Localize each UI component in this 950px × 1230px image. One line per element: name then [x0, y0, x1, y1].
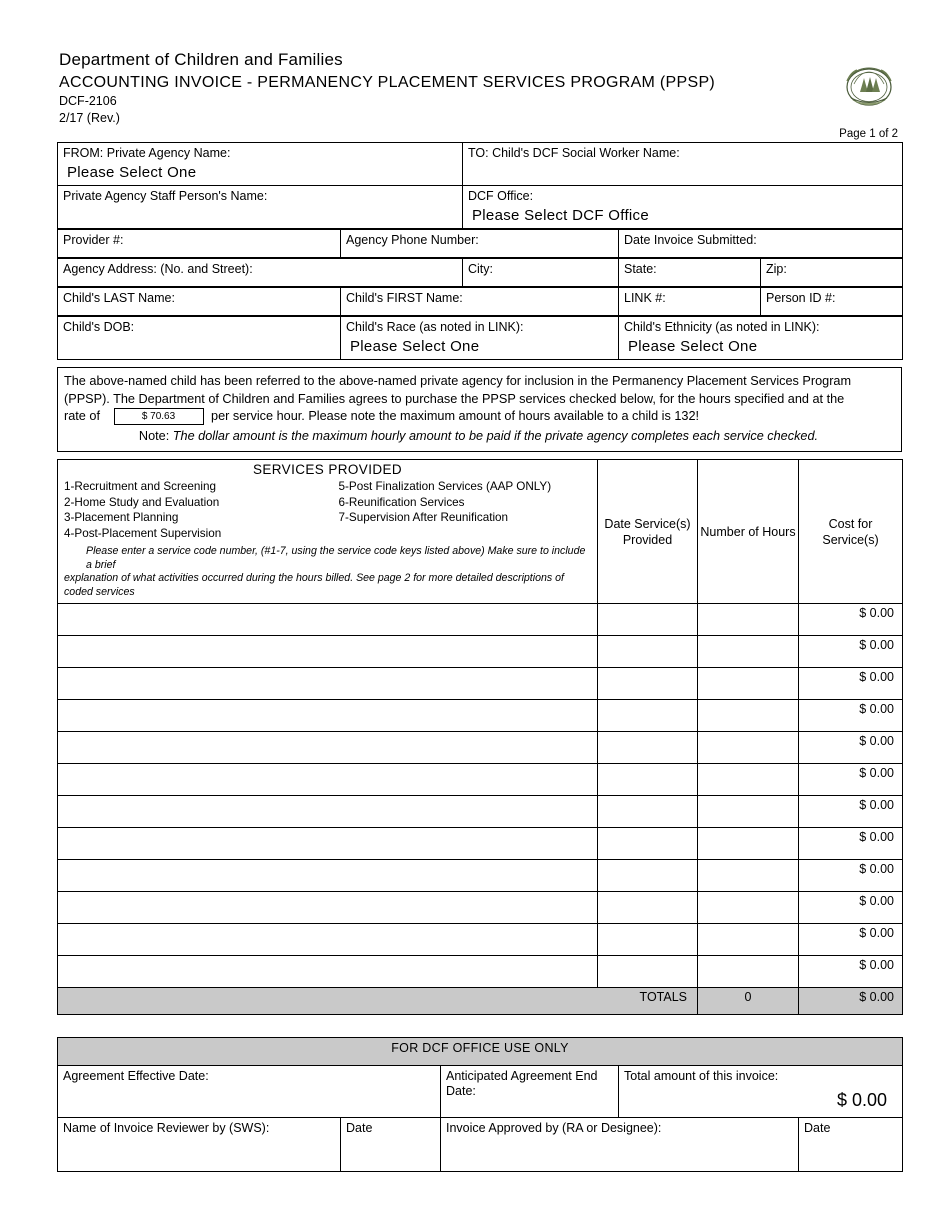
staff-name-label: Private Agency Staff Person's Name: — [63, 189, 268, 203]
child-race-label: Child's Race (as noted in LINK): — [346, 320, 524, 334]
totals-row — [58, 988, 903, 1015]
child-dob-label: Child's DOB: — [63, 320, 135, 334]
agreement-line-3 — [64, 408, 893, 426]
service-hours-input[interactable] — [698, 668, 799, 700]
table-row — [58, 924, 903, 956]
child-ethnicity-label: Child's Ethnicity (as noted in LINK): — [624, 320, 820, 334]
table-row — [58, 317, 903, 360]
agency-address-label: Agency Address: (No. and Street): — [63, 262, 253, 276]
invoice-approver-label: Invoice Approved by (RA or Designee): — [446, 1121, 662, 1135]
services-codes-cell — [58, 460, 598, 604]
spacer — [57, 1015, 900, 1037]
agreement-end-date-cell[interactable] — [441, 1066, 619, 1118]
services-header-row — [58, 460, 903, 604]
service-description-input[interactable] — [58, 796, 598, 828]
note-text: The dollar amount is the maximum hourly amount to be paid if the private agency completes each service checked. — [172, 428, 819, 443]
form-code: DCF-2106 — [59, 94, 117, 108]
department-title: Department of Children and Families — [59, 50, 343, 69]
from-agency-cell[interactable] — [58, 143, 463, 186]
form-revision: 2/17 (Rev.) — [59, 111, 120, 125]
child-first-name-label: Child's FIRST Name: — [346, 291, 463, 305]
service-cost-value: $ 0.00 — [799, 732, 903, 764]
rate-prefix-label: rate of — [64, 409, 100, 423]
dcf-office-table — [57, 1037, 903, 1172]
service-hours-input[interactable] — [698, 732, 799, 764]
table-row — [58, 186, 903, 229]
note-label: Note: — [138, 428, 170, 443]
service-description-input[interactable] — [58, 860, 598, 892]
service-date-input[interactable] — [598, 828, 698, 860]
table-row — [58, 143, 903, 186]
provider-number-cell[interactable] — [58, 230, 341, 258]
totals-cost-value: $ 0.00 — [799, 988, 903, 1015]
service-description-input[interactable] — [58, 636, 598, 668]
person-id-cell[interactable] — [761, 288, 903, 316]
table-row — [58, 828, 903, 860]
service-codes-column-2 — [317, 479, 592, 541]
table-row — [58, 1038, 903, 1066]
service-hours-input[interactable] — [698, 604, 799, 636]
service-code-7: 7-Supervision After Reunification — [338, 511, 509, 524]
person-id-label: Person ID #: — [766, 291, 836, 305]
table-row — [58, 668, 903, 700]
invoice-total-value: $ 0.00 — [836, 1090, 887, 1110]
service-date-input[interactable] — [598, 924, 698, 956]
service-description-input[interactable] — [58, 892, 598, 924]
child-name-table — [57, 287, 903, 316]
table-row — [58, 732, 903, 764]
social-worker-label: TO: Child's DCF Social Worker Name: — [468, 146, 680, 160]
child-race-cell[interactable] — [341, 317, 619, 360]
provider-table — [57, 229, 903, 258]
service-description-input[interactable] — [58, 764, 598, 796]
service-code-4: 4-Post-Placement Supervision — [64, 526, 222, 540]
agreement-line-1: The above-named child has been referred to the above-named private agency for inclusion in the Permanency Placement Services Program — [64, 374, 852, 388]
service-code-6: 6-Reunification Services — [338, 495, 465, 509]
page-title: ACCOUNTING INVOICE - PERMANENCY PLACEMENT SERVICES PROGRAM (PPSP) — [59, 74, 716, 91]
services-instructions-line-1: Please enter a service code number, (#1-7, using the service code keys listed above) Make sure to include a brief — [86, 545, 586, 571]
service-cost-value: $ 0.00 — [799, 668, 903, 700]
services-provided-title: SERVICES PROVIDED — [252, 462, 403, 477]
child-dob-cell[interactable] — [58, 317, 341, 360]
dcf-office-value[interactable]: Please Select DCF Office — [472, 207, 649, 224]
service-date-input[interactable] — [598, 764, 698, 796]
invoice-reviewer-label: Name of Invoice Reviewer by (SWS): — [63, 1121, 270, 1135]
service-cost-value: $ 0.00 — [799, 860, 903, 892]
city-label: City: — [468, 262, 493, 276]
agency-contact-table — [57, 142, 903, 229]
service-cost-value: $ 0.00 — [799, 636, 903, 668]
table-row — [58, 259, 903, 287]
agreement-effective-date-cell[interactable] — [58, 1066, 441, 1118]
date-submitted-cell[interactable] — [619, 230, 903, 258]
table-row — [58, 230, 903, 258]
service-code-keys — [64, 479, 591, 541]
spacer — [57, 360, 900, 367]
services-table — [57, 459, 903, 1015]
service-code-3: 3-Placement Planning — [64, 511, 179, 524]
service-description-input[interactable] — [58, 668, 598, 700]
table-row — [58, 892, 903, 924]
service-codes-column-1 — [64, 479, 317, 541]
service-description-input[interactable] — [58, 700, 598, 732]
reviewer-date-cell[interactable] — [341, 1118, 441, 1172]
service-date-input[interactable] — [598, 700, 698, 732]
dcf-office-label: DCF Office: — [468, 189, 534, 203]
agency-address-cell[interactable] — [58, 259, 463, 287]
table-row — [58, 1118, 903, 1172]
service-hours-input[interactable] — [698, 764, 799, 796]
child-ethnicity-value[interactable]: Please Select One — [628, 338, 758, 355]
service-hours-input[interactable] — [698, 860, 799, 892]
staff-name-cell[interactable] — [58, 186, 463, 229]
approver-date-cell[interactable] — [799, 1118, 903, 1172]
totals-hours-value: 0 — [698, 988, 799, 1015]
agreement-paragraph — [57, 367, 902, 452]
service-date-input[interactable] — [598, 892, 698, 924]
table-row — [58, 956, 903, 988]
service-cost-value: $ 0.00 — [799, 796, 903, 828]
child-race-value[interactable]: Please Select One — [350, 338, 480, 355]
service-hours-input[interactable] — [698, 956, 799, 988]
invoice-total-label: Total amount of this invoice: — [624, 1069, 779, 1083]
service-cost-value: $ 0.00 — [799, 604, 903, 636]
child-ethnicity-cell[interactable] — [619, 317, 903, 360]
dcf-office-cell[interactable] — [463, 186, 903, 229]
service-hours-input[interactable] — [698, 700, 799, 732]
agreement-end-date-label: Anticipated Agreement End Date: — [446, 1069, 598, 1098]
services-instructions-line-2: explanation of what activities occurred during the hours billed. See page 2 for more detailed descriptions of coded services — [64, 572, 564, 598]
invoice-approver-cell[interactable] — [441, 1118, 799, 1172]
zip-cell[interactable] — [761, 259, 903, 287]
service-date-input[interactable] — [598, 860, 698, 892]
service-cost-value: $ 0.00 — [799, 828, 903, 860]
from-agency-value[interactable]: Please Select One — [67, 164, 197, 181]
service-cost-value: $ 0.00 — [799, 924, 903, 956]
agency-phone-label: Agency Phone Number: — [346, 233, 479, 247]
state-cell[interactable] — [619, 259, 761, 287]
service-date-input[interactable] — [598, 604, 698, 636]
service-hours-input[interactable] — [698, 924, 799, 956]
table-row — [58, 1066, 903, 1118]
table-row — [58, 636, 903, 668]
from-agency-label: FROM: Private Agency Name: — [63, 146, 231, 160]
table-row — [58, 288, 903, 316]
service-description-input[interactable] — [58, 732, 598, 764]
approver-date-label: Date — [804, 1121, 831, 1135]
agreement-note — [64, 428, 893, 446]
table-row — [58, 700, 903, 732]
rate-input[interactable]: $ 70.63 — [114, 408, 204, 425]
agreement-effective-date-label: Agreement Effective Date: — [63, 1069, 209, 1083]
zip-label: Zip: — [766, 262, 787, 276]
services-instructions — [64, 545, 591, 599]
service-hours-input[interactable] — [698, 796, 799, 828]
service-date-input[interactable] — [598, 732, 698, 764]
state-label: State: — [624, 262, 657, 276]
link-number-cell[interactable] — [619, 288, 761, 316]
service-description-input[interactable] — [58, 828, 598, 860]
social-worker-cell[interactable] — [463, 143, 903, 186]
link-number-label: LINK #: — [624, 291, 666, 305]
table-row — [58, 860, 903, 892]
service-cost-value: $ 0.00 — [799, 956, 903, 988]
column-header-date: Date Service(s) Provided — [598, 460, 698, 604]
service-code-5: 5-Post Finalization Services (AAP ONLY) — [338, 480, 552, 493]
table-row — [58, 764, 903, 796]
totals-label: TOTALS — [58, 988, 698, 1015]
agency-phone-cell[interactable] — [341, 230, 619, 258]
form-header — [57, 50, 900, 142]
service-hours-input[interactable] — [698, 892, 799, 924]
column-header-cost: Cost for Service(s) — [799, 460, 903, 604]
service-code-1: 1-Recruitment and Screening — [64, 480, 217, 493]
page-number: Page 1 of 2 — [839, 128, 898, 140]
child-last-name-label: Child's LAST Name: — [63, 291, 175, 305]
invoice-reviewer-cell[interactable] — [58, 1118, 341, 1172]
provider-number-label: Provider #: — [63, 233, 124, 247]
agreement-line-2: (PPSP). The Department of Children and Families agrees to purchase the PPSP services checked below, for the hours specified and at the — [64, 391, 845, 406]
dcf-office-use-title: FOR DCF OFFICE USE ONLY — [58, 1038, 903, 1066]
service-date-input[interactable] — [598, 956, 698, 988]
service-description-input[interactable] — [58, 604, 598, 636]
table-row — [58, 796, 903, 828]
service-code-2: 2-Home Study and Evaluation — [64, 495, 220, 509]
service-date-input[interactable] — [598, 636, 698, 668]
service-cost-value: $ 0.00 — [799, 764, 903, 796]
service-date-input[interactable] — [598, 796, 698, 828]
child-first-name-cell[interactable] — [341, 288, 619, 316]
service-date-input[interactable] — [598, 668, 698, 700]
rate-suffix-label: per service hour. Please note the maximum amount of hours available to a child is 132! — [211, 409, 700, 423]
date-submitted-label: Date Invoice Submitted: — [624, 233, 757, 247]
service-cost-value: $ 0.00 — [799, 892, 903, 924]
city-cell[interactable] — [463, 259, 619, 287]
child-demographics-table — [57, 316, 903, 360]
service-cost-value: $ 0.00 — [799, 700, 903, 732]
reviewer-date-label: Date — [346, 1121, 373, 1135]
service-hours-input[interactable] — [698, 828, 799, 860]
column-header-hours: Number of Hours — [698, 460, 799, 604]
table-row — [58, 604, 903, 636]
service-description-input[interactable] — [58, 956, 598, 988]
service-hours-input[interactable] — [698, 636, 799, 668]
child-last-name-cell[interactable] — [58, 288, 341, 316]
service-description-input[interactable] — [58, 924, 598, 956]
address-table — [57, 258, 903, 287]
invoice-total-cell — [619, 1066, 903, 1118]
state-seal-icon — [838, 54, 900, 116]
